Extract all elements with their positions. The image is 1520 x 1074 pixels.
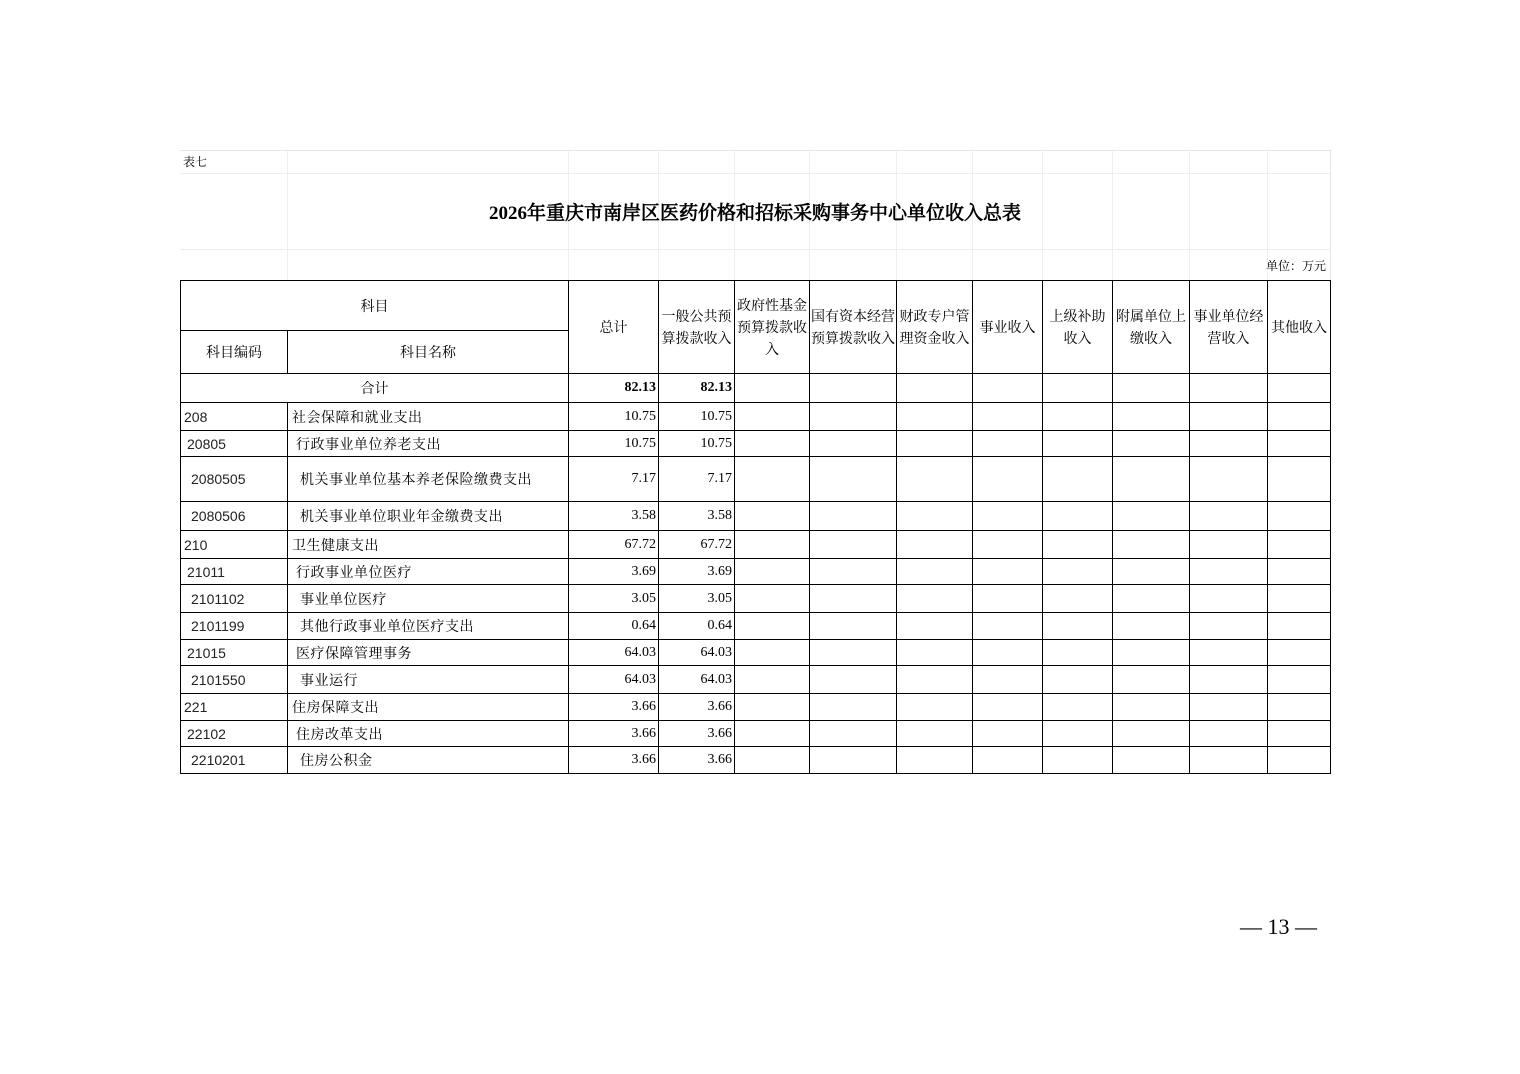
empty-cell [1268, 374, 1331, 403]
empty-cell [735, 721, 810, 747]
header-subject: 科目 [181, 281, 569, 331]
empty-cell [1043, 457, 1113, 502]
table-title: 2026年重庆市南岸区医药价格和招标采购事务中心单位收入总表 [488, 203, 1021, 224]
subject-name: 机关事业单位职业年金缴费支出 [288, 502, 569, 531]
empty-cell [1190, 666, 1268, 694]
empty-cell [810, 531, 897, 559]
empty-cell [897, 559, 973, 585]
empty-cell [1043, 747, 1113, 774]
empty-cell [973, 431, 1043, 457]
empty-cell [1043, 431, 1113, 457]
empty-cell [1113, 457, 1190, 502]
table-label: 表七 [183, 155, 208, 169]
total-value: 3.66 [569, 721, 659, 747]
table-row [181, 694, 1331, 721]
empty-cell [897, 694, 973, 721]
empty-cell [735, 640, 810, 666]
empty-cell [735, 747, 810, 774]
empty-cell [1268, 694, 1331, 721]
empty-cell [735, 666, 810, 694]
empty-cell [810, 640, 897, 666]
empty-cell [897, 585, 973, 613]
empty-cell [735, 374, 810, 403]
empty-cell [897, 747, 973, 774]
general-budget-value: 0.64 [659, 613, 735, 640]
header-affiliated: 附属单位上缴收入 [1113, 281, 1190, 374]
empty-cell [1190, 531, 1268, 559]
subject-name: 住房改革支出 [288, 721, 569, 747]
empty-cell [973, 374, 1043, 403]
empty-cell [1113, 747, 1190, 774]
table-row [181, 502, 1331, 531]
header-row [181, 281, 1331, 331]
empty-cell [1268, 613, 1331, 640]
subject-name: 行政事业单位医疗 [288, 559, 569, 585]
empty-cell [735, 585, 810, 613]
empty-cell [1113, 403, 1190, 431]
empty-cell [897, 531, 973, 559]
empty-cell [973, 403, 1043, 431]
total-value: 3.69 [569, 559, 659, 585]
total-label: 合计 [181, 374, 569, 403]
table-row [181, 747, 1331, 774]
subject-name: 医疗保障管理事务 [288, 640, 569, 666]
total-value: 64.03 [569, 666, 659, 694]
empty-cell [973, 457, 1043, 502]
empty-cell [1190, 559, 1268, 585]
header-total: 总计 [569, 281, 659, 374]
empty-cell [1268, 747, 1331, 774]
general-budget-value: 3.66 [659, 747, 735, 774]
empty-cell [1043, 721, 1113, 747]
empty-cell [973, 585, 1043, 613]
empty-cell [1268, 721, 1331, 747]
empty-cell [1268, 559, 1331, 585]
empty-cell [1113, 559, 1190, 585]
empty-cell [1190, 403, 1268, 431]
table-row [181, 403, 1331, 431]
empty-cell [973, 640, 1043, 666]
empty-cell [1190, 502, 1268, 531]
empty-cell [735, 457, 810, 502]
empty-cell [1268, 502, 1331, 531]
empty-cell [1043, 374, 1113, 403]
empty-cell [735, 559, 810, 585]
total-value: 10.75 [569, 431, 659, 457]
empty-cell [1268, 403, 1331, 431]
subject-code: 221 [181, 694, 288, 721]
subject-name: 社会保障和就业支出 [288, 403, 569, 431]
empty-cell [973, 721, 1043, 747]
empty-cell [735, 531, 810, 559]
subject-code: 2101550 [181, 666, 288, 694]
empty-cell [1268, 640, 1331, 666]
empty-cell [735, 502, 810, 531]
total-value: 7.17 [569, 457, 659, 502]
subject-code: 2210201 [181, 747, 288, 774]
empty-cell [810, 747, 897, 774]
empty-cell [810, 374, 897, 403]
empty-cell [1190, 585, 1268, 613]
empty-cell [1113, 431, 1190, 457]
general-budget-value: 3.66 [659, 721, 735, 747]
empty-cell [897, 457, 973, 502]
subject-name: 事业运行 [288, 666, 569, 694]
header-subject-code: 科目编码 [181, 331, 288, 374]
total-general: 82.13 [659, 374, 735, 403]
general-budget-value: 3.05 [659, 585, 735, 613]
subject-code: 2080506 [181, 502, 288, 531]
empty-cell [1113, 721, 1190, 747]
total-value: 3.58 [569, 502, 659, 531]
empty-cell [897, 666, 973, 694]
empty-cell [735, 431, 810, 457]
empty-cell [810, 403, 897, 431]
income-summary-table [180, 280, 1331, 774]
total-value: 67.72 [569, 531, 659, 559]
header-gov-fund: 政府性基金预算拨款收入 [735, 281, 810, 374]
general-budget-value: 64.03 [659, 640, 735, 666]
header-other: 其他收入 [1268, 281, 1331, 374]
empty-cell [1113, 666, 1190, 694]
subject-code: 2101199 [181, 613, 288, 640]
subject-name: 其他行政事业单位医疗支出 [288, 613, 569, 640]
page-number: — 13 — [1240, 914, 1317, 939]
empty-cell [735, 694, 810, 721]
empty-cell [1043, 531, 1113, 559]
empty-cell [1190, 640, 1268, 666]
empty-cell [735, 403, 810, 431]
subject-code: 2101102 [181, 585, 288, 613]
table-row [181, 431, 1331, 457]
subject-code: 210 [181, 531, 288, 559]
general-budget-value: 7.17 [659, 457, 735, 502]
empty-cell [897, 403, 973, 431]
empty-cell [897, 721, 973, 747]
header-operation: 事业单位经营收入 [1190, 281, 1268, 374]
subject-code: 21015 [181, 640, 288, 666]
empty-cell [1043, 694, 1113, 721]
empty-cell [1043, 613, 1113, 640]
empty-cell [1043, 666, 1113, 694]
empty-cell [1268, 585, 1331, 613]
header-fiscal-special: 财政专户管理资金收入 [897, 281, 973, 374]
general-budget-value: 67.72 [659, 531, 735, 559]
empty-cell [1190, 721, 1268, 747]
empty-cell [1043, 640, 1113, 666]
empty-cell [897, 613, 973, 640]
empty-cell [1268, 666, 1331, 694]
general-budget-value: 3.69 [659, 559, 735, 585]
subject-name: 事业单位医疗 [288, 585, 569, 613]
table-row [181, 531, 1331, 559]
total-value: 3.05 [569, 585, 659, 613]
empty-cell [973, 502, 1043, 531]
total-value: 10.75 [569, 403, 659, 431]
empty-cell [1043, 585, 1113, 613]
total-total: 82.13 [569, 374, 659, 403]
subject-code: 2080505 [181, 457, 288, 502]
empty-cell [810, 694, 897, 721]
subject-code: 22102 [181, 721, 288, 747]
subject-code: 208 [181, 403, 288, 431]
general-budget-value: 64.03 [659, 666, 735, 694]
empty-cell [810, 666, 897, 694]
empty-cell [810, 721, 897, 747]
empty-cell [1113, 531, 1190, 559]
header-state-capital: 国有资本经营预算拨款收入 [810, 281, 897, 374]
empty-cell [1268, 431, 1331, 457]
empty-cell [1113, 374, 1190, 403]
empty-cell [973, 666, 1043, 694]
header-business: 事业收入 [973, 281, 1043, 374]
general-budget-value: 3.58 [659, 502, 735, 531]
empty-cell [1113, 613, 1190, 640]
empty-cell [810, 613, 897, 640]
total-value: 3.66 [569, 747, 659, 774]
empty-cell [810, 457, 897, 502]
table-row [181, 585, 1331, 613]
table-row [181, 721, 1331, 747]
subject-name: 机关事业单位基本养老保险缴费支出 [288, 457, 569, 502]
empty-cell [1190, 694, 1268, 721]
empty-cell [1190, 613, 1268, 640]
table-row [181, 613, 1331, 640]
subject-name: 行政事业单位养老支出 [288, 431, 569, 457]
general-budget-value: 10.75 [659, 403, 735, 431]
total-row [181, 374, 1331, 403]
total-value: 3.66 [569, 694, 659, 721]
table-row [181, 666, 1331, 694]
header-superior-subsidy: 上级补助收入 [1043, 281, 1113, 374]
empty-cell [973, 747, 1043, 774]
empty-cell [1268, 457, 1331, 502]
empty-cell [897, 374, 973, 403]
header-subject-name: 科目名称 [288, 331, 569, 374]
empty-cell [735, 613, 810, 640]
empty-cell [1190, 747, 1268, 774]
empty-cell [973, 613, 1043, 640]
empty-cell [1043, 403, 1113, 431]
empty-cell [897, 640, 973, 666]
empty-cell [897, 502, 973, 531]
table-row [181, 640, 1331, 666]
empty-cell [897, 431, 973, 457]
empty-cell [973, 694, 1043, 721]
empty-cell [1190, 374, 1268, 403]
empty-cell [1113, 640, 1190, 666]
subject-code: 20805 [181, 431, 288, 457]
empty-cell [973, 531, 1043, 559]
empty-cell [1043, 502, 1113, 531]
empty-cell [810, 502, 897, 531]
subject-name: 住房公积金 [288, 747, 569, 774]
empty-cell [810, 585, 897, 613]
unit-label: 单位：万元 [1265, 259, 1326, 273]
general-budget-value: 10.75 [659, 431, 735, 457]
general-budget-value: 3.66 [659, 694, 735, 721]
empty-cell [1268, 531, 1331, 559]
subject-name: 卫生健康支出 [288, 531, 569, 559]
table-row [181, 457, 1331, 502]
empty-cell [810, 559, 897, 585]
empty-cell [1113, 585, 1190, 613]
empty-cell [1113, 502, 1190, 531]
table-row [181, 559, 1331, 585]
subject-name: 住房保障支出 [288, 694, 569, 721]
empty-cell [1190, 431, 1268, 457]
subject-code: 21011 [181, 559, 288, 585]
header-general-budget: 一般公共预算拨款收入 [659, 281, 735, 374]
empty-cell [1190, 457, 1268, 502]
total-value: 0.64 [569, 613, 659, 640]
empty-cell [1113, 694, 1190, 721]
empty-cell [973, 559, 1043, 585]
empty-cell [1043, 559, 1113, 585]
empty-cell [810, 431, 897, 457]
total-value: 64.03 [569, 640, 659, 666]
